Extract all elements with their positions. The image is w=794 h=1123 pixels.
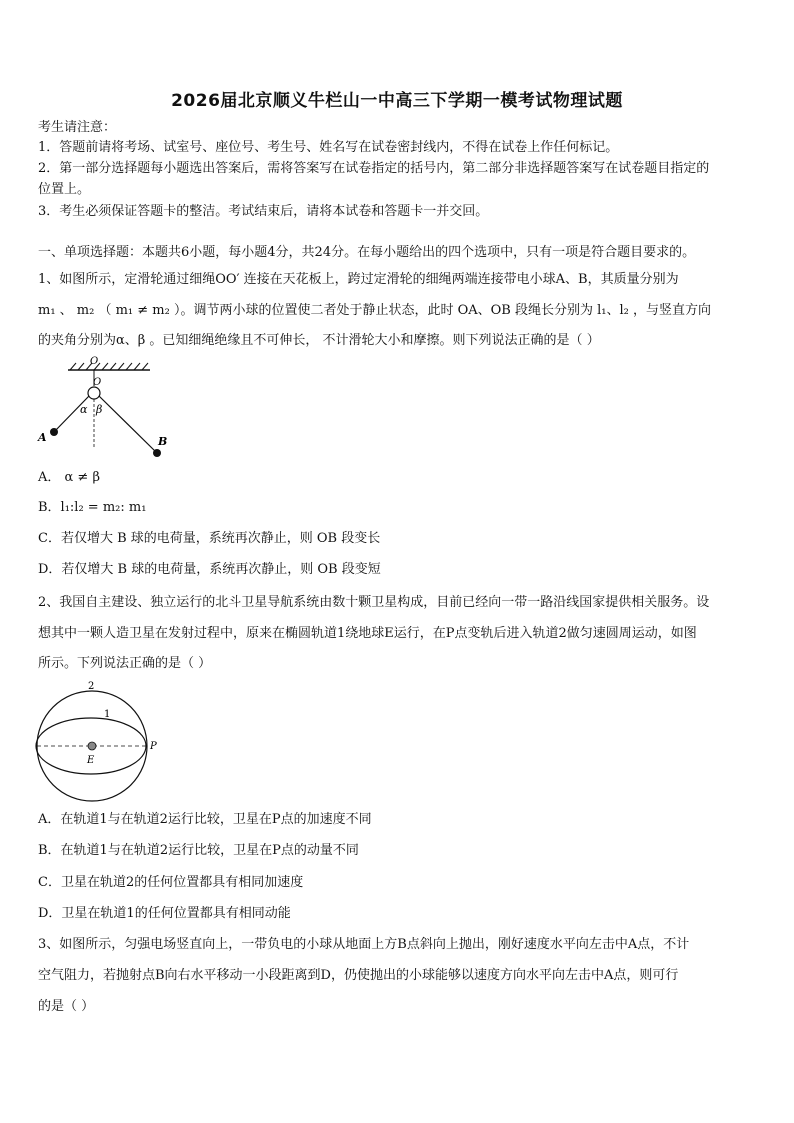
notice-heading: 考生请注意：	[38, 120, 117, 135]
label-o: O	[93, 377, 102, 388]
pulley	[88, 387, 100, 399]
question-3-text: 的是（ ）	[38, 999, 95, 1014]
label-alpha: α	[80, 403, 88, 416]
question-1-text: 的夹角分别为α、β 。已知细绳绝缘且不可伸长， 不计滑轮大小和摩擦。则下列说法正确的是（ ）	[38, 333, 600, 348]
orbit-figure	[30, 676, 170, 806]
string-ob	[99, 396, 157, 453]
pulley-figure	[30, 355, 180, 465]
q2-option-c[interactable]: C．卫星在轨道2的任何位置都具有相同加速度	[38, 875, 304, 890]
q2-option-d[interactable]: D．卫星在轨道1的任何位置都具有相同动能	[38, 906, 291, 921]
question-2-text: 2、我国自主建设、独立运行的北斗卫星导航系统由数十颗卫星构成，目前已经向一带一路沿线国家提供相关服务。设	[38, 595, 710, 610]
notice-item: 1．答题前请将考场、试室号、座位号、考生号、姓名写在试卷密封线内，不得在试卷上作任何标记。	[38, 140, 619, 155]
label-b: B	[158, 435, 168, 448]
question-2-text: 所示。下列说法正确的是（ ）	[38, 656, 212, 671]
q1-option-b[interactable]: B．l₁:l₂ = m₂: m₁	[38, 500, 147, 515]
ball-a	[50, 428, 58, 436]
label-o-top: O	[90, 356, 99, 367]
notice-item: 3．考生必须保证答题卡的整洁。考试结束后，请将本试卷和答题卡一并交回。	[38, 204, 489, 219]
q2-option-a[interactable]: A．在轨道1与在轨道2运行比较，卫星在P点的加速度不同	[38, 812, 372, 827]
label-a: A	[38, 431, 47, 444]
notice-item: 位置上。	[38, 182, 91, 197]
question-1-text: 1、如图所示，定滑轮通过细绳OO′ 连接在天花板上，跨过定滑轮的细绳两端连接带电小球A、B，其质量分别为	[38, 272, 679, 287]
ceiling-hatch	[70, 363, 148, 370]
label-p: P	[150, 741, 157, 752]
label-earth: E	[87, 755, 95, 766]
notice-item: 2．第一部分选择题每小题选出答案后，需将答案写在试卷指定的括号内，第二部分非选择题答案写在试卷题目指定的	[38, 161, 710, 176]
ball-b	[153, 449, 161, 457]
question-3-text: 空气阻力，若抛射点B向右水平移动一小段距离到D，仍使抛出的小球能够以速度方向水平向左击中A点，则可行	[38, 968, 679, 983]
question-1-text: m₁ 、 m₂ （ m₁ ≠ m₂ ）。调节两小球的位置使二者处于静止状态，此时 OA、OB 段绳长分别为 l₁、l₂ ，与竖直方向	[38, 303, 711, 318]
page-title: 2026届北京顺义牛栏山一中高三下学期一模考试物理试题	[171, 91, 623, 111]
q1-option-c[interactable]: C．若仅增大 B 球的电荷量，系统再次静止，则 OB 段变长	[38, 531, 381, 546]
q1-option-a[interactable]: A． α ≠ β	[38, 470, 100, 485]
label-beta: β	[96, 403, 103, 416]
label-orbit-1: 1	[104, 709, 111, 720]
label-orbit-2: 2	[88, 681, 95, 692]
earth	[88, 742, 96, 750]
section-heading: 一、单项选择题：本题共6小题，每小题4分，共24分。在每小题给出的四个选项中，只有一项是符合题目要求的。	[38, 245, 696, 260]
q2-option-b[interactable]: B．在轨道1与在轨道2运行比较，卫星在P点的动量不同	[38, 843, 359, 858]
question-2-text: 想其中一颗人造卫星在发射过程中，原来在椭圆轨道1绕地球E运行，在P点变轨后进入轨道2做匀速圆周运动，如图	[38, 626, 697, 641]
q1-option-d[interactable]: D．若仅增大 B 球的电荷量，系统再次静止，则 OB 段变短	[38, 562, 381, 577]
question-3-text: 3、如图所示，匀强电场竖直向上，一带负电的小球从地面上方B点斜向上抛出，刚好速度水平向左击中A点，不计	[38, 937, 690, 952]
